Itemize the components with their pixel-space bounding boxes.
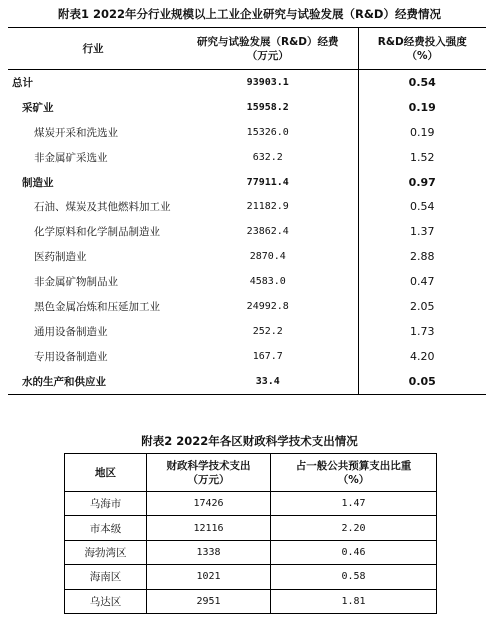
rd-intensity: 1.37 <box>358 219 486 244</box>
district-name: 海勃湾区 <box>65 540 147 564</box>
budget-ratio: 0.46 <box>271 540 437 564</box>
header-budget-ratio-line2: （%） <box>337 473 370 486</box>
table-row <box>8 244 486 269</box>
rd-intensity: 2.88 <box>358 244 486 269</box>
rd-expense: 21182.9 <box>246 201 289 213</box>
industry-name: 煤炭开采和洗选业 <box>34 126 118 139</box>
industry-name: 石油、煤炭及其他燃料加工业 <box>34 201 171 214</box>
table2-title: 附表2 2022年各区财政科学技术支出情况 <box>141 434 358 448</box>
rd-expense: 33.4 <box>178 369 358 394</box>
science-spend: 1338 <box>147 540 271 564</box>
district-name: 乌海市 <box>65 492 147 516</box>
header-rd-intensity-line2: （%） <box>406 49 439 62</box>
budget-ratio: 0.58 <box>271 565 437 589</box>
district-name: 海南区 <box>65 565 147 589</box>
industry-name: 化学原料和化学制品制造业 <box>34 226 160 239</box>
rd-expense: 632.2 <box>252 151 283 163</box>
science-spend: 2951 <box>147 589 271 613</box>
rd-intensity: 2.05 <box>358 294 486 319</box>
table-row <box>8 70 486 95</box>
rd-expense: 4583.0 <box>249 276 286 288</box>
district-name: 市本级 <box>65 516 147 540</box>
table-row <box>65 589 437 613</box>
table-row <box>8 170 486 195</box>
industry-name: 非金属矿采选业 <box>34 151 108 164</box>
header-district: 地区 <box>65 454 147 492</box>
industry-name: 医药制造业 <box>34 251 87 264</box>
rd-intensity: 0.19 <box>358 95 486 120</box>
industry-name: 总计 <box>12 76 33 89</box>
rd-intensity: 0.05 <box>358 369 486 394</box>
header-rd-expense-line2: （万元） <box>246 49 289 62</box>
rd-expense: 24992.8 <box>246 300 289 312</box>
rd-expense: 2870.4 <box>249 251 286 263</box>
table-row <box>8 369 486 394</box>
header-rd-expense <box>178 28 358 70</box>
header-rd-intensity-line1: R&D经费投入强度 <box>377 35 467 48</box>
rd-expense: 15958.2 <box>246 101 289 113</box>
budget-ratio: 2.20 <box>271 516 437 540</box>
rd-expense: 15326.0 <box>246 126 289 138</box>
table1-title: 附表1 2022年分行业规模以上工业企业研究与试验发展（R&D）经费情况 <box>58 7 441 21</box>
table-row <box>8 194 486 219</box>
rd-intensity: 0.54 <box>358 194 486 219</box>
table-row <box>65 492 437 516</box>
rd-expense: 93903.1 <box>246 76 289 88</box>
table2-header-row <box>65 454 437 492</box>
table-row <box>8 219 486 244</box>
table-row <box>8 294 486 319</box>
science-spend: 1021 <box>147 565 271 589</box>
rd-expense: 77911.4 <box>246 176 289 188</box>
header-budget-ratio-line1: 占一般公共预算支出比重 <box>295 459 412 472</box>
rd-expense: 252.2 <box>252 325 283 337</box>
header-industry: 行业 <box>8 28 178 70</box>
rd-intensity: 0.54 <box>358 70 486 95</box>
industry-rd-table <box>8 27 486 395</box>
header-science-spend-line2: （万元） <box>187 473 230 486</box>
table-row <box>65 540 437 564</box>
rd-intensity: 0.47 <box>358 269 486 294</box>
rd-expense: 23862.4 <box>246 226 289 238</box>
rd-intensity: 1.52 <box>358 145 486 170</box>
rd-expense: 167.7 <box>252 350 283 362</box>
table-row <box>8 95 486 120</box>
budget-ratio: 1.81 <box>271 589 437 613</box>
table1-header-row <box>8 28 486 70</box>
rd-intensity: 0.19 <box>358 120 486 145</box>
table-row <box>8 120 486 145</box>
rd-intensity: 0.97 <box>358 170 486 195</box>
header-rd-expense-line1: 研究与试验发展（R&D）经费 <box>197 35 339 48</box>
table-row <box>65 516 437 540</box>
industry-name: 采矿业 <box>22 101 54 114</box>
industry-name: 黑色金属冶炼和压延加工业 <box>34 300 160 313</box>
table-row <box>8 319 486 344</box>
header-rd-intensity <box>358 28 486 70</box>
header-science-spend <box>147 454 271 492</box>
rd-intensity: 4.20 <box>358 344 486 369</box>
table-row <box>8 145 486 170</box>
table-row <box>65 565 437 589</box>
industry-name: 通用设备制造业 <box>34 325 108 338</box>
science-spend: 12116 <box>147 516 271 540</box>
rd-intensity: 1.73 <box>358 319 486 344</box>
industry-name: 专用设备制造业 <box>34 350 108 363</box>
district-name: 乌达区 <box>65 589 147 613</box>
table-row <box>8 344 486 369</box>
table-row <box>8 269 486 294</box>
industry-name: 制造业 <box>22 176 54 189</box>
header-budget-ratio <box>271 454 437 492</box>
industry-name: 水的生产和供应业 <box>8 369 178 394</box>
header-science-spend-line1: 财政科学技术支出 <box>166 459 251 472</box>
district-science-spending-table <box>64 453 437 614</box>
budget-ratio: 1.47 <box>271 492 437 516</box>
science-spend: 17426 <box>147 492 271 516</box>
industry-name: 非金属矿物制品业 <box>34 276 118 289</box>
